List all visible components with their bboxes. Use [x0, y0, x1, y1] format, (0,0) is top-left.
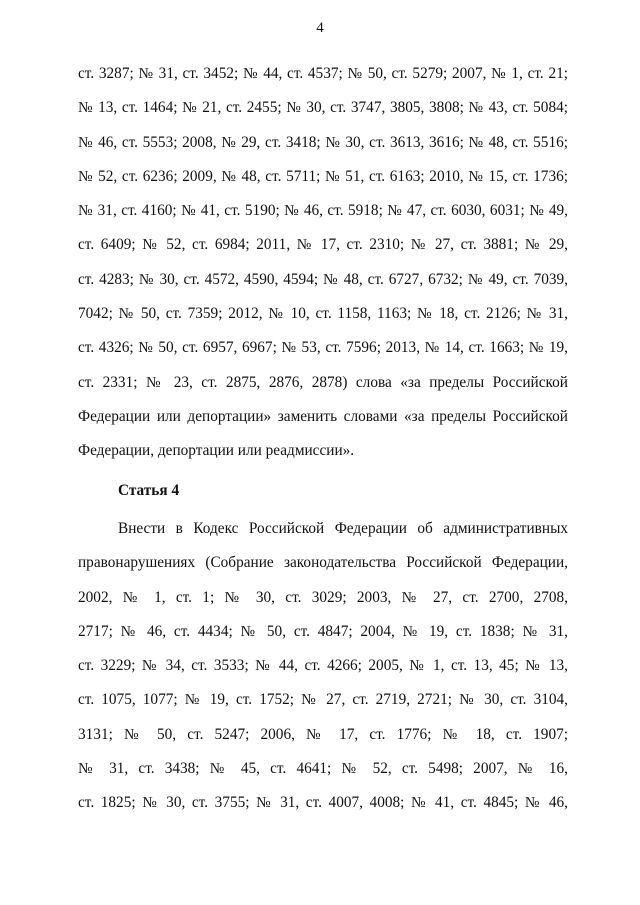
text-line: № 13, ст. 1464; № 21, ст. 2455; № 30, ст. 3747, 3805, 3808; № 43, ст. 5084; [78, 99, 568, 117]
text-line: Федерации или депортации» заменить словами «за пределы Российской [78, 407, 568, 425]
text-line: 7042; № 50, ст. 7359; 2012, № 10, ст. 1158, 1163; № 18, ст. 2126; № 31, [78, 305, 568, 323]
text-line: ст. 4283; № 30, ст. 4572, 4590, 4594; № 48, ст. 6727, 6732; № 49, ст. 7039, [78, 270, 568, 288]
text-line: Федерации, депортации или реадмиссии». [78, 442, 355, 460]
text-line: ст. 2331; № 23, ст. 2875, 2876, 2878) слова «за пределы Российской [78, 373, 568, 391]
text-line: ст. 4326; № 50, ст. 6957, 6967; № 53, ст. 7596; 2013, № 14, ст. 1663; № 19, [78, 339, 568, 357]
text-line: 2717; № 46, ст. 4434; № 50, ст. 4847; 2004, № 19, ст. 1838; № 31, [78, 622, 568, 640]
text-line: № 52, ст. 6236; 2009, № 48, ст. 5711; № 51, ст. 6163; 2010, № 15, ст. 1736; [78, 167, 568, 185]
text-line: 3131; № 50, ст. 5247; 2006, № 17, ст. 1776; № 18, ст. 1907; [78, 725, 568, 743]
paragraph-article-4-text [78, 512, 568, 821]
text-line: ст. 6409; № 52, ст. 6984; 2011, № 17, ст. 2310; № 27, ст. 3881; № 29, [78, 236, 568, 254]
text-line: 2002, № 1, ст. 1; № 30, ст. 3029; 2003, № 27, ст. 2700, 2708, [78, 588, 568, 606]
text-line: № 31, ст. 3438; № 45, ст. 4641; № 52, ст. 5498; 2007, № 16, [78, 760, 568, 778]
text-line: ст. 1825; № 30, ст. 3755; № 31, ст. 4007, 4008; № 41, ст. 4845; № 46, [78, 794, 568, 812]
text-line: ст. 3229; № 34, ст. 3533; № 44, ст. 4266; 2005, № 1, ст. 13, 45; № 13, [78, 657, 568, 675]
article-heading: Статья 4 [118, 482, 180, 499]
text-line: № 46, ст. 5553; 2008, № 29, ст. 3418; № 30, ст. 3613, 3616; № 48, ст. 5516; [78, 133, 568, 151]
text-line: ст. 3287; № 31, ст. 3452; № 44, ст. 4537; № 50, ст. 5279; 2007, № 1, ст. 21; [78, 65, 568, 82]
text-line: № 31, ст. 4160; № 41, ст. 5190; № 46, ст. 5918; № 47, ст. 6030, 6031; № 49, [78, 202, 568, 220]
page-number: 4 [316, 20, 324, 36]
text-line: ст. 1075, 1077; № 19, ст. 1752; № 27, ст. 2719, 2721; № 30, ст. 3104, [78, 691, 568, 709]
text-line: правонарушениях (Собрание законодательства Российской Федерации, [78, 554, 568, 572]
paragraph-amendment-text [78, 57, 568, 469]
text-line: Внести в Кодекс Российской Федерации об административных [118, 520, 568, 537]
